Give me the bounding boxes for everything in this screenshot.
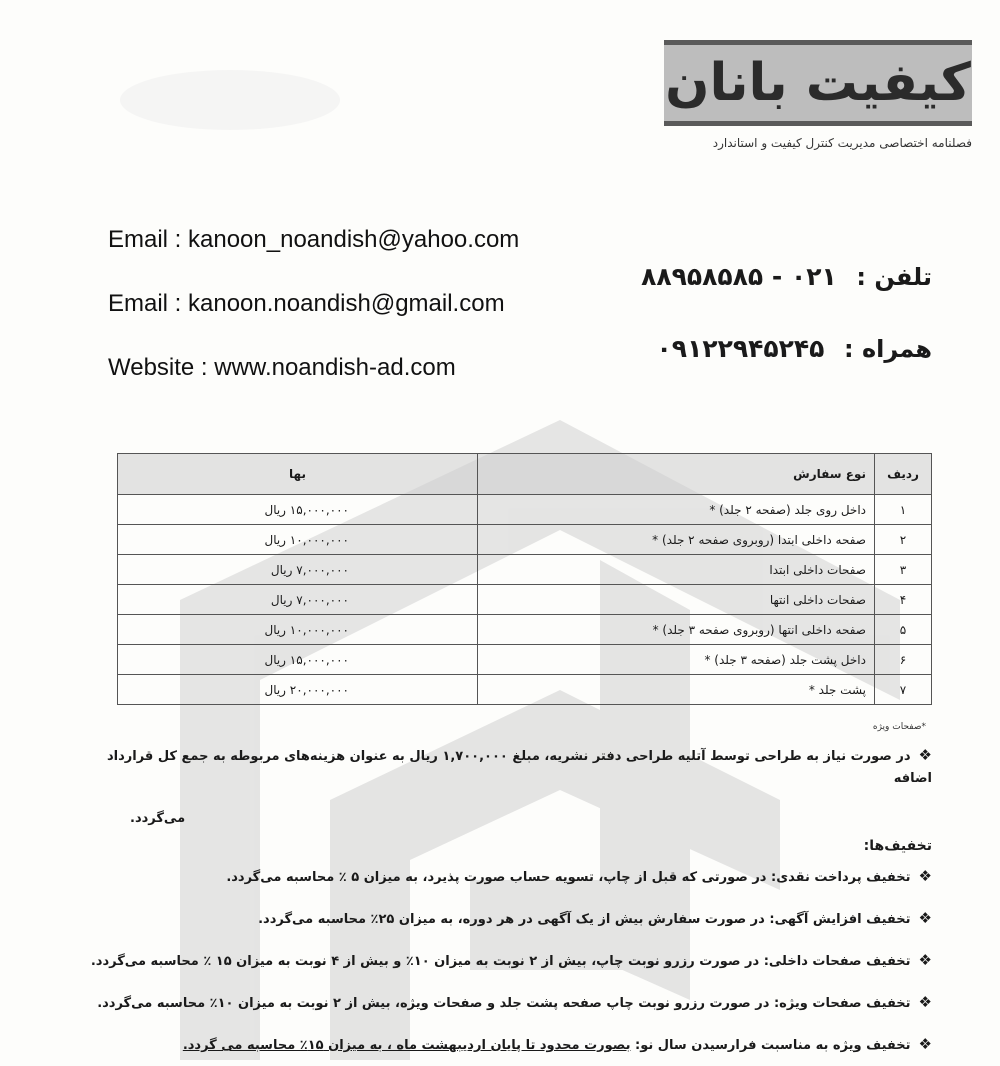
discount-cash bbox=[52, 856, 932, 898]
mobile bbox=[657, 334, 932, 363]
footnote: *صفحات ویژه bbox=[872, 722, 926, 732]
cell-type: داخل پشت جلد (صفحه ۳ جلد) * bbox=[478, 645, 875, 675]
cell-row: ۲ bbox=[875, 525, 932, 555]
logo-name: کیفیت بانان bbox=[665, 53, 971, 113]
email-gmail: Email : kanoon.noandish@gmail.com bbox=[108, 290, 505, 317]
cell-type: صفحه داخلی انتها (روبروی صفحه ۳ جلد) * bbox=[478, 615, 875, 645]
cell-row: ۴ bbox=[875, 585, 932, 615]
cell-type: صفحات داخلی انتها bbox=[478, 585, 875, 615]
phone-number: ۰۲۱ - ۸۸۹۵۸۵۸۵ bbox=[641, 262, 837, 291]
logo-banner bbox=[664, 40, 972, 126]
discount-inner bbox=[52, 940, 932, 982]
discount-newyear-prefix: تخفیف ویژه به مناسبت فرارسیدن سال نو: bbox=[630, 1038, 911, 1053]
bullet-icon: ❖ bbox=[918, 993, 932, 1011]
header-row: ردیف bbox=[875, 454, 932, 495]
design-fee-line2: می‌گردد. bbox=[130, 811, 186, 826]
cell-price: ۱۵,۰۰۰,۰۰۰ ریال bbox=[118, 495, 478, 525]
cell-row: ۶ bbox=[875, 645, 932, 675]
bullet-icon: ❖ bbox=[918, 909, 932, 927]
header-price: بها bbox=[118, 454, 478, 495]
cell-row: ۵ bbox=[875, 615, 932, 645]
cell-row: ۳ bbox=[875, 555, 932, 585]
design-fee-line1: در صورت نیاز به طراحی توسط آتلیه طراحی دفتر نشریه، مبلغ ۱,۷۰۰,۰۰۰ ریال به عنوان هزینه‌های مربوطه به جمع کل قرارداد اضافه bbox=[106, 749, 932, 786]
header-type: نوع سفارش bbox=[478, 454, 875, 495]
phone-label: تلفن : bbox=[856, 263, 932, 291]
cell-row: ۱ bbox=[875, 495, 932, 525]
discounts-list bbox=[52, 856, 932, 1066]
email-yahoo: Email : kanoon_noandish@yahoo.com bbox=[108, 226, 520, 253]
table-row bbox=[118, 645, 932, 675]
discounts-heading: تخفیف‌ها: bbox=[863, 838, 932, 854]
table-header-row bbox=[118, 454, 932, 495]
table-row bbox=[118, 615, 932, 645]
cell-price: ۷,۰۰۰,۰۰۰ ریال bbox=[118, 585, 478, 615]
bullet-icon: ❖ bbox=[918, 746, 932, 764]
cell-price: ۱۰,۰۰۰,۰۰۰ ریال bbox=[118, 525, 478, 555]
table-row bbox=[118, 495, 932, 525]
table-row bbox=[118, 555, 932, 585]
design-fee-note bbox=[102, 744, 932, 830]
cell-price: ۱۵,۰۰۰,۰۰۰ ریال bbox=[118, 645, 478, 675]
phone bbox=[641, 262, 932, 291]
table-row bbox=[118, 675, 932, 705]
cell-row: ۷ bbox=[875, 675, 932, 705]
discount-newyear bbox=[52, 1024, 932, 1066]
logo bbox=[664, 40, 972, 160]
cell-price: ۱۰,۰۰۰,۰۰۰ ریال bbox=[118, 615, 478, 645]
website: Website : www.noandish-ad.com bbox=[108, 354, 456, 381]
mobile-label: همراه : bbox=[843, 335, 932, 363]
discount-special bbox=[52, 982, 932, 1024]
cell-type: پشت جلد * bbox=[478, 675, 875, 705]
discount-inner-text: تخفیف صفحات داخلی: در صورت رزرو نوبت چاپ، بیش از ۲ نوبت به میزان ۱۰٪ و بیش از ۴ نوبت به میزان ۱۵ ٪ محاسبه می‌گردد. bbox=[90, 954, 911, 969]
discount-volume-text: تخفیف افزایش آگهی: در صورت سفارش بیش از یک آگهی در هر دوره، به میزان ۲۵٪ محاسبه می‌گردد. bbox=[258, 912, 911, 927]
bullet-icon: ❖ bbox=[918, 951, 932, 969]
bullet-icon: ❖ bbox=[918, 867, 932, 885]
cell-price: ۷,۰۰۰,۰۰۰ ریال bbox=[118, 555, 478, 585]
table-row bbox=[118, 525, 932, 555]
bullet-icon: ❖ bbox=[918, 1035, 932, 1053]
table-row bbox=[118, 585, 932, 615]
cell-price: ۲۰,۰۰۰,۰۰۰ ریال bbox=[118, 675, 478, 705]
logo-tagline: فصلنامه اختصاصی مدیریت کنترل کیفیت و استاندارد bbox=[712, 136, 972, 150]
cell-type: داخل روی جلد (صفحه ۲ جلد) * bbox=[478, 495, 875, 525]
price-table bbox=[117, 453, 932, 705]
cell-type: صفحه داخلی ابتدا (روبروی صفحه ۲ جلد) * bbox=[478, 525, 875, 555]
cell-type: صفحات داخلی ابتدا bbox=[478, 555, 875, 585]
discount-volume bbox=[52, 898, 932, 940]
discount-cash-text: تخفیف پرداخت نقدی: در صورتی که قبل از چاپ، تسویه حساب صورت پذیرد، به میزان ۵ ٪ محاسبه می‌گردد. bbox=[226, 870, 911, 885]
discount-special-text: تخفیف صفحات ویژه: در صورت رزرو نوبت چاپ صفحه پشت جلد و صفحات ویژه، بیش از ۲ نوبت به میزان ۱۰٪ محاسبه می‌گردد. bbox=[97, 996, 911, 1011]
discount-newyear-terms: بصورت محدود تا پایان اردیبهشت ماه ، به میزان ۱۵٪ محاسبه می گردد. bbox=[182, 1038, 631, 1053]
mobile-number: ۰۹۱۲۲۹۴۵۲۴۵ bbox=[656, 334, 825, 363]
